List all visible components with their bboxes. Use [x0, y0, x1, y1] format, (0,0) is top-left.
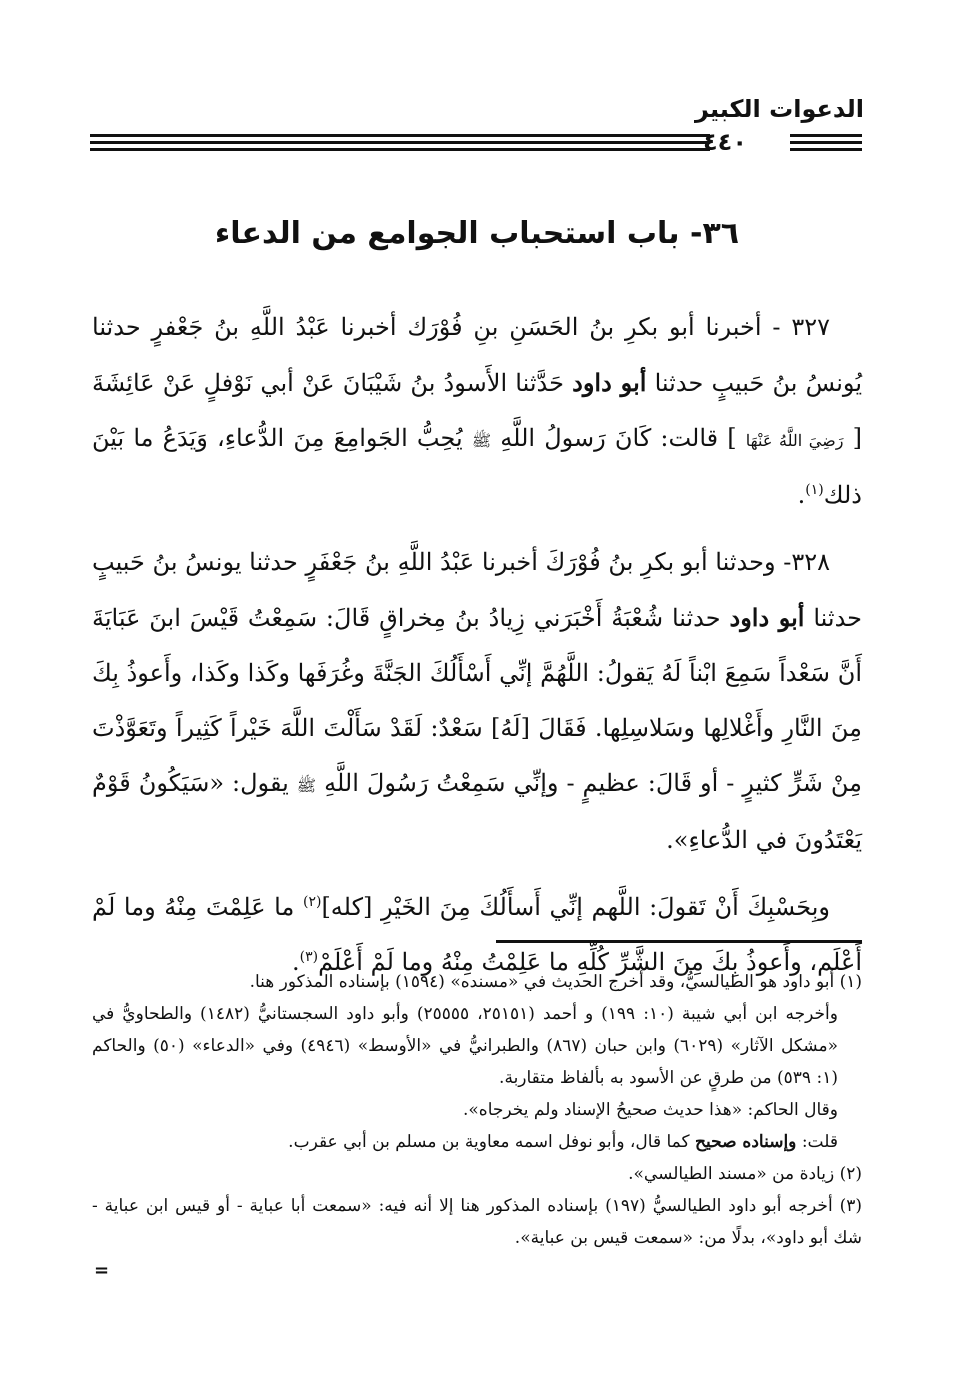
footnote-1-line-3: وقال الحاكم: «هذا حديث صحيحُ الإسناد ولم يخرجاه».: [463, 1100, 838, 1120]
footnote-1-line-4: [92, 1126, 862, 1158]
hadith-327-part1: ٣٢٧ - أخبرنا أبو بكرِ بنُ الحَسَنِ بنِ فُوْرَك أخبرنا عَبْدُ اللَّهِ بنُ جَعْفرٍ حدثنا يُونسُ بنُ حَبيبٍ حدثنا: [92, 313, 862, 397]
header-rule-bottom-right: [90, 148, 710, 151]
footnote-1-line-1: (١) أبو داود هو الطيالسيُّ، وقد أخرج الحديث في «مسنده» (١٥٩٤) بإسناده المذكور هنا.: [249, 972, 862, 992]
footnote-ref-1: (١): [805, 482, 824, 498]
hadith-327-end: .: [797, 481, 806, 509]
hadith-328-part1: ٣٢٨- وحدثنا أبو بكرِ بنُ فُوْرَكَ أخبرنا عَبْدُ اللَّهِ بنُ جَعْفَرٍ حدثنا يونسُ بنُ حَبيبٍ حدثنا: [92, 548, 863, 632]
salla-glyph: ﷺ: [296, 776, 317, 795]
continued-mark: =: [94, 1260, 110, 1281]
footnote-ref-3: (٣): [299, 949, 319, 965]
header-rule-top-left: [790, 134, 862, 137]
header-rule-bottom-left: [790, 148, 862, 151]
footnote-ref-2: (٢): [302, 894, 322, 910]
footnote-1-line-2: وأخرجه ابن أبي شيبة (١٠: ١٩٩) و أحمد (٢٥١٥١، ٢٥٥٥٥) وأبو داود السجستانيُّ (١٤٨٢) والطحاويُّ في «مشكل الآثار» (٦٠٢٩) وابن حبان (٨٦٧) والطبرانيُّ في «الأوسط» (٤٩٤٦) وفي «الدعاء» (٥٠) والحاكم (١: ٥٣٩) من طرقٍ عن الأسود به بألفاظ متقاربة.: [92, 1004, 838, 1088]
hadith-327: [92, 300, 862, 523]
hadith-328-part3: يقول: «سَيَكُونُ قَوْمٌ يَعْتَدُونَ في الدُّعاءِ».: [92, 769, 862, 854]
header-rules: [90, 128, 862, 156]
continuation-part1: وبِحَسْبِكَ أَنْ تَقولَ: اللَّهم إنِّي أَسأَلُكَ مِنَ الخَيْرِ [كله]: [321, 893, 830, 921]
hadith-328: [92, 535, 862, 868]
hadith-328-narrator: أبو داود: [729, 603, 805, 632]
hadith-328-part2: حدثنا شُعْبَةُ أَخْبَرَني زِيادُ بنُ مِخراقٍ قَالَ: سَمِعْتُ قَيْسَ ابنَ عَبَايَةَ أَنَّ سَعْداً سَمِعَ ابْناً لَهُ يَقولُ: اللَّهُمَّ إنِّي أَسْأَلُكَ الجَنَّةَ وغُرَفَها وكَذا وكَذا، وأَعوذُ بِكَ مِنَ النَّارِ وأَغْلالِها وسَلاسِلِها. فَقَالَ [لَهُ] سَعْدٌ: لَقَدْ سَأَلْتَ اللَّهَ خَيْراً كَثِيراً وتَعَوَّذْتَ مِنْ شَرٍّ كثيرٍ - أو قَالَ: عظيمٍ - وإنِّي سَمِعْتُ رَسُولَ اللَّهِ: [92, 604, 862, 797]
footnote-2: (٢) زيادة من «مسند الطيالسي».: [628, 1164, 862, 1184]
page-number: ٤٤٠: [703, 128, 747, 156]
hadith-327-part4: يُحِبُّ الجَوامِعَ مِنَ الدُّعاءِ، وَيَدَعُ ما بَيْنَ ذلك: [92, 424, 862, 509]
salla-glyph: ﷺ: [471, 431, 492, 450]
hadith-327-part2: حَدَّثنا الأَسودُ بنُ شَيْبَانَ عَنْ أبي نَوْفلٍ عَنْ عَائِشَةَ [: [92, 369, 862, 452]
hadith-327-narrator: أبو داود: [572, 368, 647, 397]
chapter-heading: ٣٦- باب استحباب الجوامع من الدعاء: [214, 216, 740, 251]
book-title: الدعوات الكبير: [695, 95, 864, 123]
footnote-separator: [496, 940, 862, 943]
honorific-glyph: رَضِيَ اللَّهُ عَنْهَا: [745, 431, 844, 450]
continuation-end: .: [291, 948, 300, 976]
continuation-part2: ما عَلِمْتَ مِنْهُ وما لَمْ أَعْلَم، وأَعوذُ بِكَ مِنَ الشَّرِّ كُلِّهِ ما عَلِمْتُ مِنْهُ وما لَمْ أَعْلَمْ: [92, 893, 862, 976]
main-text: [92, 300, 862, 990]
footnote-1-line-4-b: كما قال، وأبو نوفل اسمه معاوية بن مسلم بن أبي عقرب.: [288, 1132, 690, 1152]
footnote-1-line-4-a: قلت:: [801, 1132, 838, 1152]
footnote-1-verdict: وإسناده صحيح: [695, 1132, 797, 1152]
footnotes: [92, 966, 862, 1254]
header-rule-middle-right: [90, 141, 710, 144]
header-rule-top-right: [90, 134, 710, 137]
hadith-327-part3: ] قالت: كَانَ رَسولُ اللَّهِ: [500, 424, 737, 452]
footnote-3: (٣) أخرجه أبو داود الطيالسيُّ (١٩٧) بإسناده المذكور هنا إلا أنه فيه: «سمعت أبا عباية - أو قيس ابن عباية - شك أبو داود»، بدلًا من: «سمعت قيس بن عباية».: [92, 1196, 862, 1248]
header-rule-middle-left: [790, 141, 862, 144]
